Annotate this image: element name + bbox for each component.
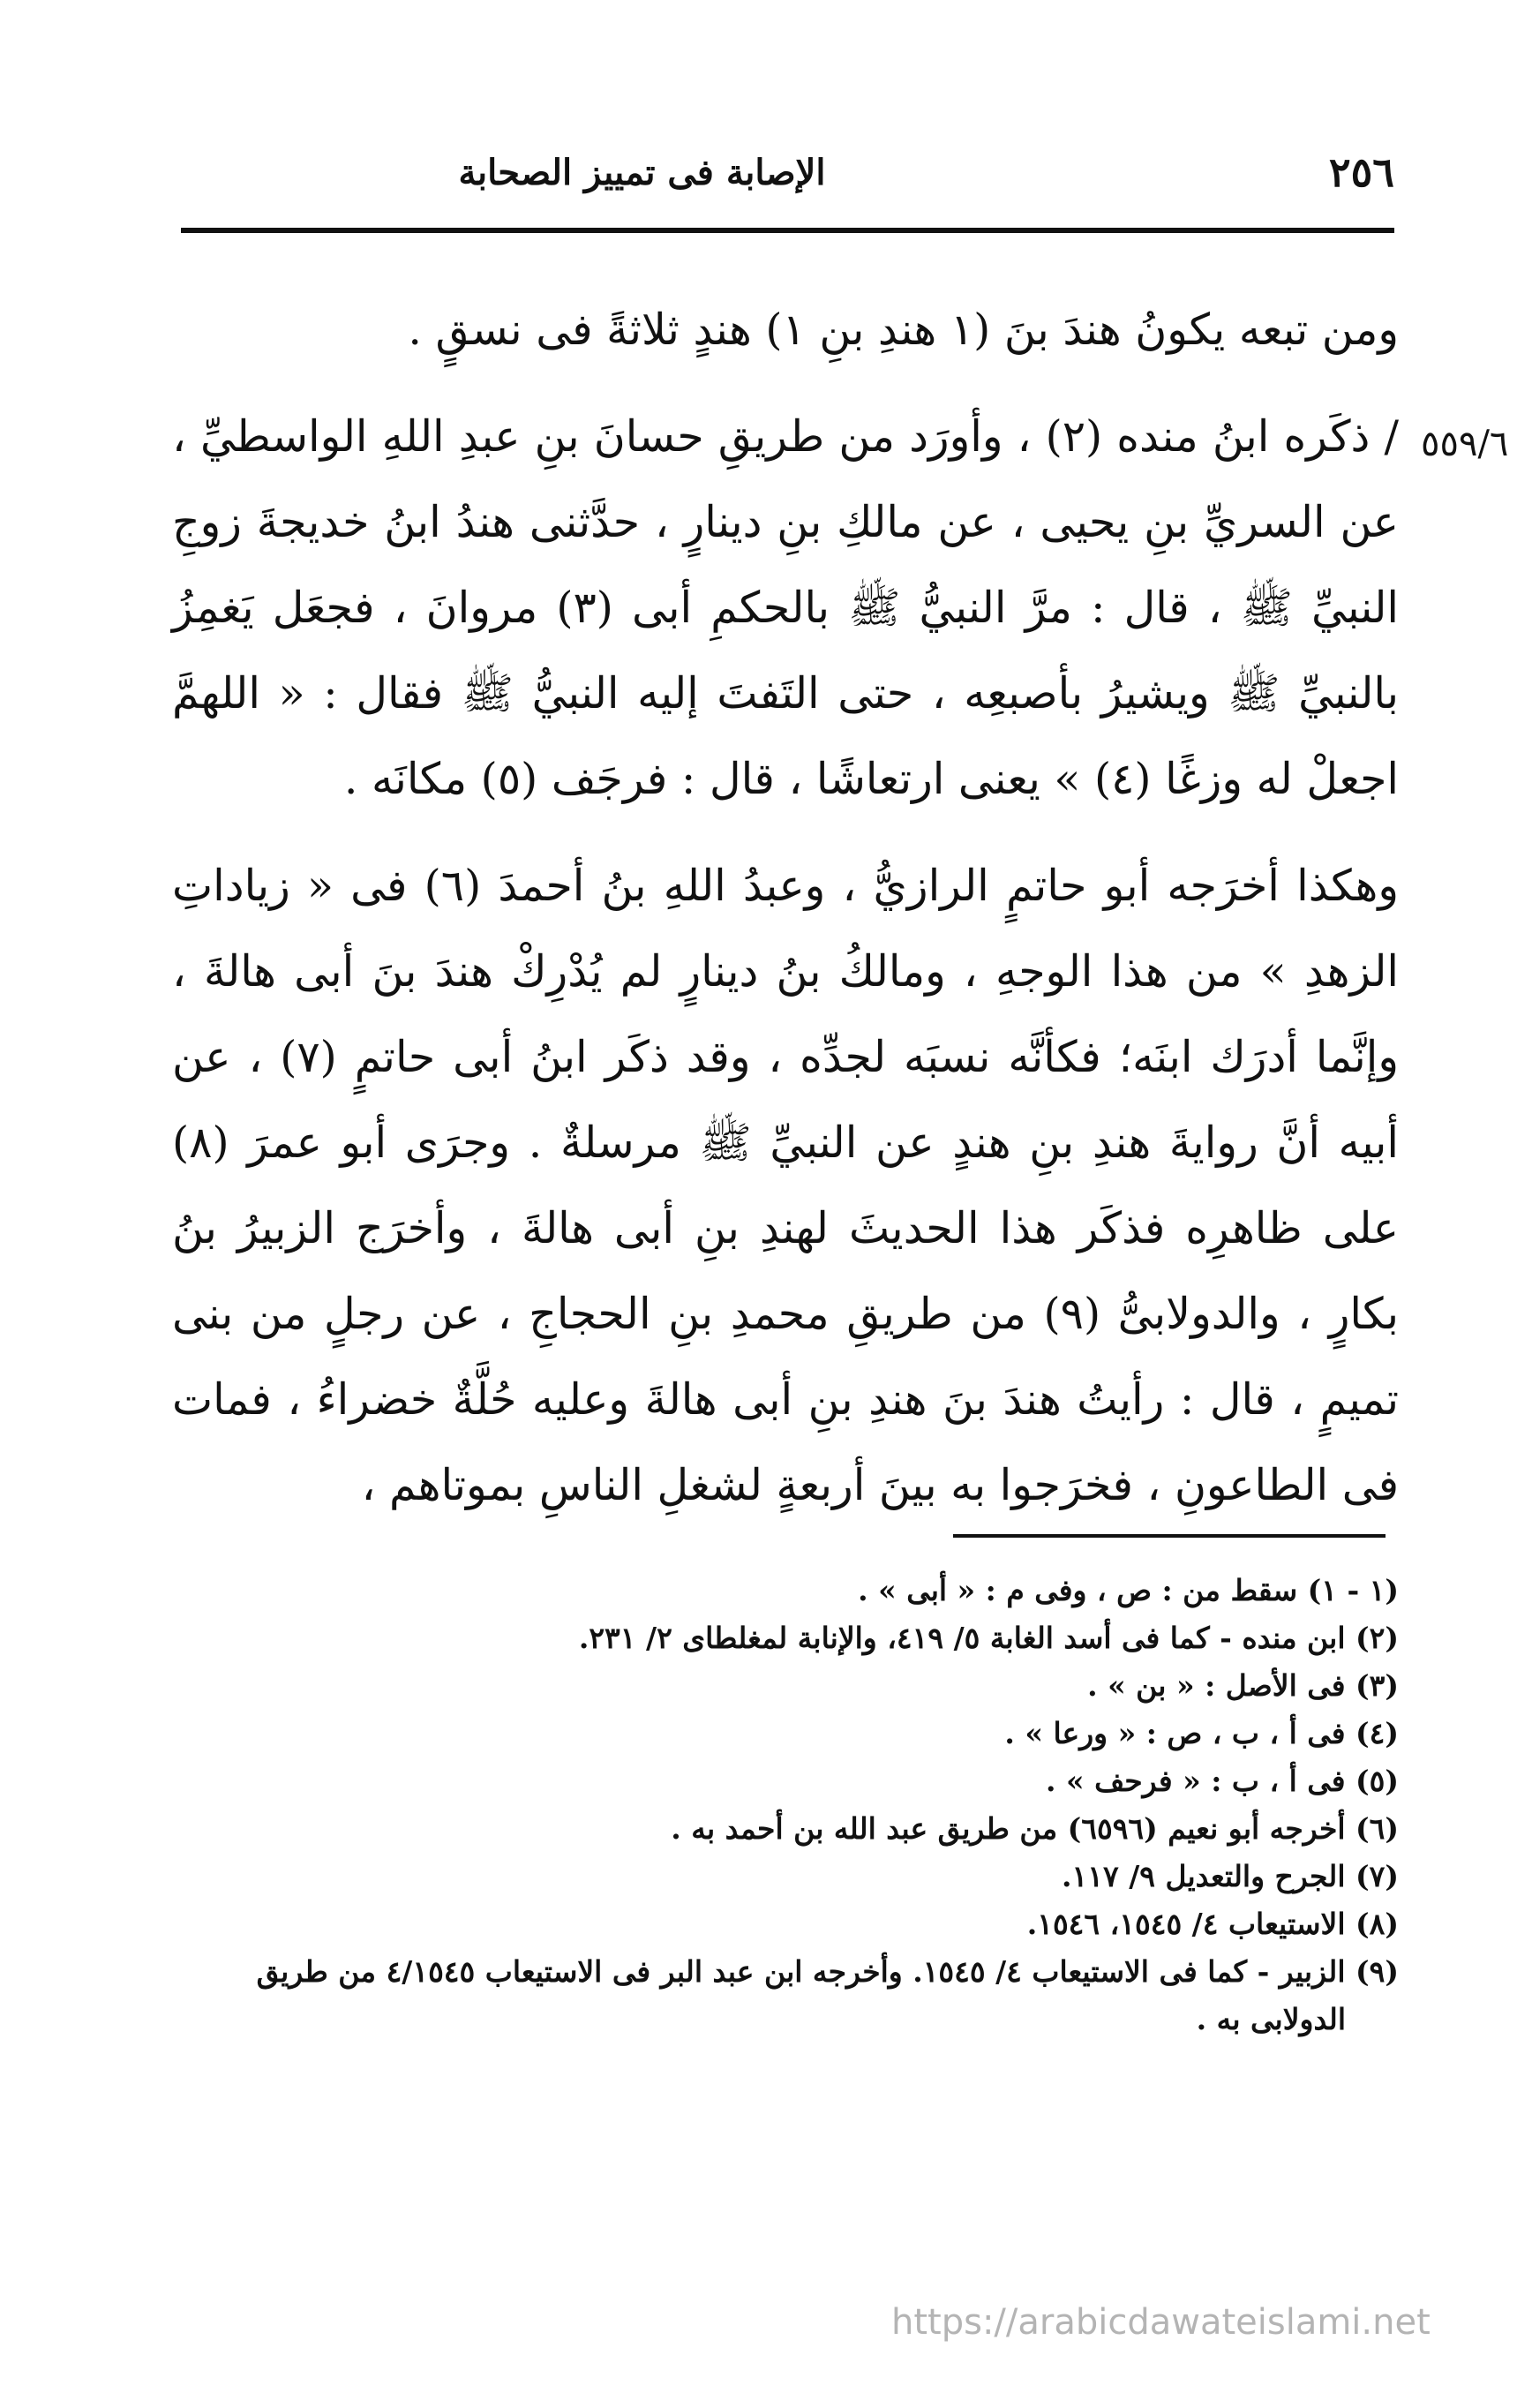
footnotes (168, 1567, 1399, 2043)
footnote-continuation: الدولابى به . (1196, 2002, 1346, 2036)
footnote-rule (953, 1534, 1386, 1538)
watermark-url: https://arabicdawateislami.net (891, 2302, 1431, 2343)
margin-reference: ٥٥٩/٦ (1421, 424, 1509, 464)
footnote: (٧) الجرح والتعديل ٩/ ١١٧. (1062, 1859, 1399, 1893)
footnote: (١ - ١) سقط من : ص ، وفى م : « أبى » . (858, 1573, 1399, 1607)
footnote: (٩) الزبير - كما فى الاستيعاب ٤/ ١٥٤٥. وأخرجه ابن عبد البر فى الاستيعاب ٤/١٥٤٥ من طريق (256, 1954, 1399, 1989)
footnote: (٨) الاستيعاب ٤/ ١٥٤٥، ١٥٤٦. (1026, 1907, 1399, 1941)
footnote: (٦) أخرجه أبو نعيم (٦٥٩٦) من طريق عبد الله بن أحمد به . (671, 1811, 1399, 1846)
paragraph-2: / ذكَره ابنُ منده (٢) ، وأورَد من طريقِ حسانَ بنِ عبدِ اللهِ الواسطيِّ ، عن السريِّ بنِ يحيى ، عن مالكِ بنِ دينارٍ ، حدَّثنى هندُ ابنُ خديجةَ زوجِ النبيِّ ﷺ ، قال : مرَّ النبيُّ ﷺ بالحكمِ أبى (٣) مروانَ ، فجعَل يَغمِزُ بالنبيِّ ﷺ ويشيرُ بأصبعِه ، حتى التَفتَ إليه النبيُّ ﷺ فقال : « اللهمَّ اجعلْ له وزغًا (٤) » يعنى ارتعاشًا ، قال : فرجَف (٥) مكانَه . (172, 411, 1399, 804)
running-title: الإصابة فى تمييز الصحابة (458, 152, 826, 193)
page-number: ٢٥٦ (1328, 148, 1394, 196)
footnote: (٥) فى أ ، ب : « فرحف » . (1045, 1764, 1399, 1798)
paragraph-3: وهكذا أخرَجه أبو حاتمٍ الرازيُّ ، وعبدُ اللهِ بنُ أحمدَ (٦) فى « زياداتِ الزهدِ » من هذا الوجهِ ، ومالكُ بنُ دينارٍ لم يُدْرِكْ هندَ بنَ أبى هالةَ ، وإنَّما أدرَك ابنَه؛ فكأنَّه نسبَه لجدِّه ، وقد ذكَر ابنُ أبى حاتمٍ (٧) ، عن أبيه أنَّ روايةَ هندِ بنِ هندٍ عن النبيِّ ﷺ مرسلةٌ . وجرَى أبو عمرَ (٨) على ظاهرِه فذكَر هذا الحديثَ لهندِ بنِ أبى هالةَ ، وأخرَج الزبيرُ بنُ بكارٍ ، والدولابىُّ (٩) من طريقِ محمدِ بنِ الحجاجِ ، عن رجلٍ من بنى تميمٍ ، قال : رأيتُ هندَ بنَ هندِ بنِ أبى هالةَ وعليه حُلَّةٌ خضراءُ ، فمات فى الطاعونِ ، فخرَجوا به بينَ أربعةٍ لشغلِ الناسِ بموتاهم ، (172, 861, 1399, 1510)
footnote: (٤) فى أ ، ب ، ص : « ورعا » . (1004, 1716, 1399, 1750)
page-header (181, 132, 1394, 221)
header-rule (181, 228, 1394, 233)
footnote: (٢) ابن منده - كما فى أسد الغابة ٥/ ٤١٩، والإنابة لمغلطاى ٢/ ٢٣١. (578, 1621, 1399, 1655)
paragraph-1: ومن تبعه يكونُ هندَ بنَ (١ هندِ بنِ ١) هندٍ ثلاثةً فى نسقٍ . (408, 305, 1399, 355)
main-text (172, 287, 1399, 1528)
footnote: (٣) فى الأصل : « بن » . (1087, 1668, 1399, 1703)
